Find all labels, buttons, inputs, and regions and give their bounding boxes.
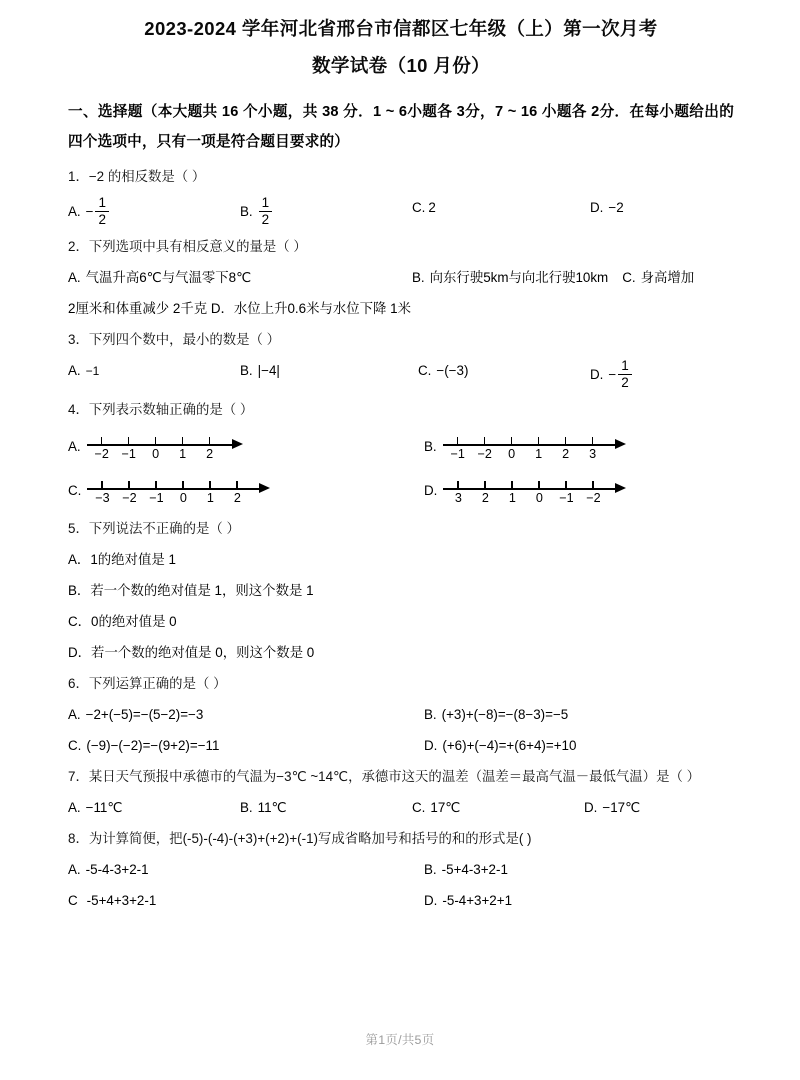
number-line-arrow-icon: [615, 439, 626, 449]
number-line-tick: [484, 437, 486, 445]
option-label-c: C.: [418, 363, 432, 378]
question-7-option-d[interactable]: [584, 797, 734, 819]
number-line-tick-label: −2: [122, 491, 137, 505]
number-line-tick: [511, 437, 513, 445]
option-label-c: C.: [68, 483, 82, 498]
question-7: [68, 766, 734, 819]
number-line-tick-label: 2: [562, 447, 570, 461]
number-line-tick-label: 2: [481, 491, 489, 505]
option-label-a: A.: [68, 800, 81, 815]
option-a-value: −2+(−5)=−(5−2)=−3: [85, 707, 204, 722]
number-line-tick: [538, 481, 540, 489]
question-1: [68, 166, 734, 227]
number-line-tick: [538, 437, 540, 445]
option-label-c: C: [68, 893, 78, 908]
option-b-fraction: [259, 196, 273, 226]
question-6-option-a[interactable]: [68, 704, 424, 726]
number-line-tick-label: −1: [559, 491, 574, 505]
fraction-denominator: 2: [98, 211, 106, 227]
question-4-option-d[interactable]: [424, 479, 626, 509]
question-2: [68, 236, 734, 320]
question-3: [68, 329, 734, 390]
question-1-stem: 1．−2 的相反数是（ ）: [68, 169, 206, 184]
question-4-stem: 4．下列表示数轴正确的是（ ）: [68, 402, 254, 417]
option-label-c: C.: [68, 738, 82, 753]
option-label-c: C.: [412, 200, 426, 215]
option-b-value: 11℃: [257, 800, 287, 815]
option-c-value: 17℃: [430, 800, 461, 815]
question-8-options-row-2: [68, 890, 734, 912]
number-line-axis: [87, 488, 260, 490]
number-line-tick-label: 1: [179, 447, 187, 461]
number-line-tick: [128, 437, 130, 445]
option-a-value: 气温升高6℃与气温零下8℃: [85, 270, 252, 285]
number-line-tick: [101, 437, 103, 445]
question-2-options: [68, 267, 734, 289]
question-4-options-row-1: [68, 435, 734, 465]
question-7-option-b[interactable]: [240, 797, 412, 819]
question-4-option-b[interactable]: [424, 435, 626, 465]
question-3-option-d[interactable]: [590, 360, 734, 390]
number-line-tick-label: −2: [94, 447, 109, 461]
number-line-tick: [236, 481, 238, 489]
number-line-axis: [443, 488, 616, 490]
option-label-a: A.: [68, 862, 81, 877]
option-label-b: B.: [424, 439, 437, 454]
question-6-option-c[interactable]: [68, 735, 424, 757]
question-5-stem: 5．下列说法不正确的是（ ）: [68, 521, 240, 536]
number-line-a: [87, 435, 243, 465]
question-1-option-d[interactable]: [590, 197, 734, 219]
number-line-tick-label: 0: [535, 491, 543, 505]
option-c-value: 2: [428, 200, 436, 215]
number-line-tick: [182, 437, 184, 445]
option-label-d: D.: [424, 738, 438, 753]
option-c-value: (−9)−(−2)=−(9+2)=−11: [86, 738, 220, 753]
option-label-d: D.: [584, 800, 598, 815]
option-a-value: −11℃: [85, 800, 123, 815]
question-5-option-b[interactable]: B．若一个数的绝对值是 1，则这个数是 1: [68, 583, 314, 598]
option-label-a: A.: [68, 363, 81, 378]
question-1-option-b[interactable]: [240, 197, 412, 227]
fraction-numerator: 1: [95, 196, 109, 212]
option-a-fraction: [95, 196, 109, 226]
question-8-option-a[interactable]: [68, 859, 424, 881]
number-line-tick-label: −2: [586, 491, 601, 505]
question-7-options: [68, 797, 734, 819]
option-label-a: A.: [68, 204, 81, 219]
number-line-tick: [155, 481, 157, 489]
number-line-tick-label: −3: [95, 491, 110, 505]
number-line-tick-label: 0: [508, 447, 516, 461]
option-label-c: C.: [412, 800, 426, 815]
fraction-numerator: 1: [259, 196, 273, 212]
number-line-tick-label: 2: [206, 447, 214, 461]
question-5: [68, 518, 734, 664]
number-line-d: [443, 479, 626, 509]
question-8-option-c[interactable]: [68, 890, 424, 912]
question-7-option-a[interactable]: [68, 797, 240, 819]
option-label-b: B.: [240, 204, 253, 219]
number-line-arrow-icon: [259, 483, 270, 493]
question-4: [68, 399, 734, 509]
option-b-value: 向东行驶5km与向北行驶10km: [429, 270, 609, 285]
question-6-option-b[interactable]: [424, 704, 568, 726]
page-content: [68, 14, 734, 912]
number-line-tick-label: 3: [589, 447, 597, 461]
option-label-a: A.: [68, 439, 81, 454]
number-line-tick: [457, 481, 459, 489]
option-label-b: B.: [240, 800, 253, 815]
number-line-tick-label: 1: [535, 447, 543, 461]
option-c-value: 身高增加: [640, 270, 695, 285]
option-label-b: B.: [424, 707, 437, 722]
number-line-axis: [443, 444, 616, 446]
question-5-option-d[interactable]: D．若一个数的绝对值是 0，则这个数是 0: [68, 645, 315, 660]
number-line-tick: [209, 437, 211, 445]
question-4-option-c[interactable]: [68, 479, 424, 509]
option-label-b: B.: [424, 862, 437, 877]
option-label-b: B.: [412, 270, 425, 285]
number-line-tick: [101, 481, 103, 489]
number-line-tick: [484, 481, 486, 489]
question-6-option-d[interactable]: [424, 735, 576, 757]
question-8-option-b[interactable]: [424, 859, 508, 881]
question-8: [68, 828, 734, 912]
question-2-stem: 2．下列选项中具有相反意义的量是（ ）: [68, 239, 307, 254]
number-line-tick: [565, 481, 567, 489]
option-d-value: −2: [608, 200, 624, 215]
option-label-b: B.: [240, 363, 253, 378]
number-line-tick: [565, 437, 567, 445]
question-5-option-c[interactable]: C．0的绝对值是 0: [68, 614, 177, 629]
number-line-tick: [128, 481, 130, 489]
option-b-value: -5+4-3+2-1: [441, 862, 508, 877]
question-4-option-a[interactable]: [68, 435, 424, 465]
number-line-tick-label: 1: [206, 491, 214, 505]
fraction-denominator: 2: [621, 374, 629, 390]
option-a-value: −1: [85, 364, 100, 378]
option-label-d: D.: [590, 367, 604, 382]
title-line-2: 数学试卷（10 月份）: [311, 55, 491, 76]
question-3-option-a[interactable]: [68, 360, 240, 382]
question-6-options-row-1: [68, 704, 734, 726]
question-3-option-b[interactable]: [240, 360, 418, 382]
question-1-option-c[interactable]: [412, 197, 590, 219]
question-2-option-c[interactable]: [622, 267, 694, 289]
question-7-stem: 7．某日天气预报中承德市的气温为−3℃ ~14℃，承德市这天的温差（温差＝最高气温－最低气温）是（ ）: [68, 769, 700, 784]
number-line-axis: [87, 444, 233, 446]
number-line-tick-label: 3: [454, 491, 462, 505]
question-2-option-b[interactable]: [412, 267, 608, 289]
question-1-option-a[interactable]: [68, 197, 240, 227]
option-d-value: −17℃: [602, 800, 641, 815]
option-d-value: (+6)+(−4)=+(6+4)=+10: [442, 738, 577, 753]
number-line-tick-label: −1: [121, 447, 136, 461]
question-6-options-row-2: [68, 735, 734, 757]
number-line-tick-label: −1: [450, 447, 465, 461]
number-line-tick-label: 1: [508, 491, 516, 505]
number-line-tick-label: 0: [152, 447, 160, 461]
fraction-numerator: 1: [618, 359, 632, 375]
question-8-stem: 8．为计算简便，把(-5)-(-4)-(+3)+(+2)+(-1)写成省略加号和括号的和的形式是( ): [68, 831, 532, 846]
option-c-value: -5+4+3+2-1: [86, 893, 157, 908]
question-4-options-row-2: [68, 479, 734, 509]
number-line-arrow-icon: [615, 483, 626, 493]
section-heading: 一、选择题（本大题共 16 个小题，共 38 分．1 ~ 6小题各 3分，7 ~ 16 小题各 2分．在每小题给出的四个选项中，只有一项是符合题目要求的）: [68, 104, 734, 150]
title-line-1: 2023-2024 学年河北省邢台市信都区七年级（上）第一次月考: [144, 18, 658, 39]
number-line-tick-label: −2: [477, 447, 492, 461]
page-footer: 第1页/共5页: [365, 1033, 435, 1047]
question-8-option-d[interactable]: [424, 890, 512, 912]
number-line-tick-label: 2: [233, 491, 241, 505]
number-line-tick: [457, 437, 459, 445]
number-line-tick-label: 0: [179, 491, 187, 505]
option-a-sign: −: [85, 204, 94, 219]
number-line-tick: [592, 437, 594, 445]
number-line-c: [87, 479, 270, 509]
question-3-stem: 3．下列四个数中，最小的数是（ ）: [68, 332, 281, 347]
number-line-tick: [182, 481, 184, 489]
option-label-a: A.: [68, 270, 81, 285]
option-label-d: D.: [424, 893, 438, 908]
question-2-options-continued: 2厘米和体重减少 2千克 D．水位上升0.6米与水位下降 1米: [68, 301, 411, 316]
question-1-options: [68, 197, 734, 227]
question-3-option-c[interactable]: [418, 360, 590, 382]
option-b-value: (+3)+(−8)=−(8−3)=−5: [441, 707, 569, 722]
option-d-sign: −: [608, 367, 617, 382]
question-6-stem: 6．下列运算正确的是（ ）: [68, 676, 227, 691]
option-label-d: D.: [590, 200, 604, 215]
option-d-fraction: [618, 359, 632, 389]
number-line-tick: [511, 481, 513, 489]
question-7-option-c[interactable]: [412, 797, 584, 819]
number-line-arrow-icon: [232, 439, 243, 449]
option-label-a: A.: [68, 707, 81, 722]
question-6: [68, 673, 734, 757]
paper-title: [68, 14, 734, 81]
option-a-value: -5-4-3+2-1: [85, 862, 149, 877]
number-line-tick-label: −1: [149, 491, 164, 505]
option-c-value: −(−3): [436, 363, 469, 378]
number-line-tick: [209, 481, 211, 489]
fraction-denominator: 2: [261, 211, 270, 227]
option-b-value: |−4|: [257, 363, 280, 378]
option-label-c: C.: [622, 270, 636, 285]
question-2-option-a[interactable]: [68, 267, 412, 289]
number-line-tick: [592, 481, 594, 489]
question-8-options-row-1: [68, 859, 734, 881]
question-3-options: [68, 360, 734, 390]
number-line-b: [443, 435, 626, 465]
question-5-option-a[interactable]: A．1的绝对值是 1: [68, 552, 176, 567]
option-label-d: D.: [424, 483, 438, 498]
option-d-value: -5-4+3+2+1: [442, 893, 513, 908]
number-line-tick: [155, 437, 157, 445]
